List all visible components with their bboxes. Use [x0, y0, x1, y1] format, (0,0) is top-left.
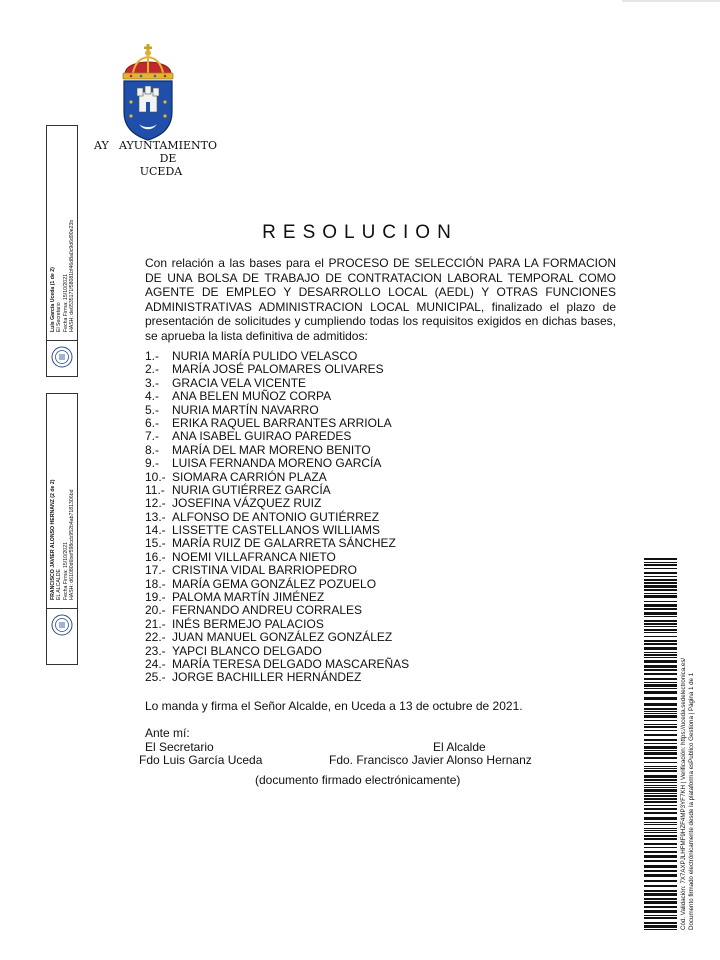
- signature-stamp-alcalde: [46, 393, 78, 665]
- barcode-bar: [644, 843, 677, 845]
- barcode-bar: [644, 608, 677, 610]
- barcode-bar: [644, 703, 677, 706]
- barcode-bar: [644, 713, 677, 714]
- admitted-number: 18.-: [145, 576, 166, 591]
- stamp-text-block: [49, 394, 75, 604]
- barcode-bar: [644, 925, 677, 928]
- barcode-bar: [644, 652, 677, 653]
- barcode-bar: [644, 564, 677, 566]
- barcode-bar: [644, 787, 677, 788]
- stamp-role: El Secretario: [56, 302, 63, 332]
- stamp-role: EL ALCALDE: [56, 569, 63, 600]
- barcode-bar: [644, 851, 677, 853]
- barcode-bar: [644, 708, 677, 710]
- admitted-name: NURIA GUTIÉRREZ GARCÍA: [172, 482, 331, 497]
- stamp-signer: Luis García Uceda (1 de 2): [50, 267, 56, 332]
- barcode-bar: [644, 750, 677, 751]
- barcode-bar: [644, 890, 677, 892]
- admitted-number: 13.-: [145, 509, 166, 524]
- admitted-list-item: [145, 537, 409, 550]
- admitted-name: JOSEFINA VÁZQUEZ RUIZ: [172, 496, 322, 511]
- barcode-bar: [644, 711, 677, 712]
- barcode-bar: [644, 929, 677, 930]
- admitted-name: PALOMA MARTÍN JIMÉNEZ: [172, 590, 325, 605]
- admitted-list-item: [145, 564, 409, 577]
- barcode-bar: [644, 830, 677, 831]
- header-line: DE: [159, 152, 177, 165]
- barcode-bar: [644, 880, 677, 882]
- barcode-bar: [644, 782, 677, 783]
- barcode-bar: [644, 612, 677, 615]
- admitted-list-item: [145, 511, 409, 524]
- stamp-hash: HASH: de6535171f58081bf46d8a0c9d6d90e23b: [69, 219, 76, 332]
- barcode-bar: [644, 724, 677, 725]
- barcode-bar: [644, 739, 677, 741]
- admitted-number: 16.-: [145, 549, 166, 564]
- barcode-bar: [644, 647, 677, 650]
- seal-icon: [51, 346, 73, 368]
- barcode-bar: [644, 654, 677, 656]
- barcode-bar: [644, 626, 677, 627]
- barcode-bar: [644, 636, 677, 637]
- secretario-name: Fdo Luis García Uceda: [139, 753, 263, 767]
- admitted-name: YAPCI BLANCO DELGADO: [172, 643, 322, 658]
- admitted-list-item: [145, 430, 409, 443]
- barcode-bar: [644, 623, 677, 625]
- admitted-name: ANA ISABEL GUIRAO PAREDES: [172, 429, 352, 444]
- admitted-list-item: [145, 645, 409, 658]
- admitted-list-item: [145, 671, 409, 684]
- admitted-name: NURIA MARÍA PULIDO VELASCO: [172, 349, 358, 363]
- barcode-bar: [644, 775, 677, 778]
- barcode-bar: [644, 640, 677, 642]
- admitted-list: [145, 350, 409, 685]
- barcode-bar: [644, 808, 677, 810]
- header-line: UCEDA: [139, 165, 183, 178]
- admitted-list-item: [145, 497, 409, 510]
- verification-text: [680, 658, 696, 930]
- admitted-name: LISSETTE CASTELLANOS WILLIAMS: [172, 523, 381, 538]
- barcode-bar: [644, 684, 677, 687]
- barcode-bar: [644, 585, 677, 588]
- barcode-bar: [644, 915, 677, 916]
- admitted-list-item: [145, 404, 409, 417]
- barcode-bar: [644, 822, 677, 823]
- barcode-bar: [644, 595, 677, 598]
- page-edge-strip: [622, 0, 720, 2]
- barcode-bar: [644, 824, 677, 825]
- barcode-bar: [644, 793, 677, 794]
- admitted-number: 3.-: [145, 375, 160, 390]
- stamp-signer: FRANCISCO JAVIER ALONSO HERNANZ (2 de 2): [50, 479, 56, 600]
- barcode-bar: [644, 860, 677, 862]
- barcode-bar: [644, 688, 677, 689]
- barcode-bar: [644, 828, 677, 829]
- admitted-number: 2.-: [145, 362, 160, 377]
- admitted-list-item: [145, 551, 409, 564]
- barcode-bar: [644, 730, 677, 731]
- header-ay-text: AY: [94, 139, 109, 152]
- header-ayuntamiento: [112, 139, 224, 178]
- barcode-bar: [644, 917, 677, 919]
- admitted-name: ALFONSO DE ANTONIO GUTIÉRREZ: [172, 509, 380, 524]
- barcode-bar: [644, 660, 677, 663]
- barcode-bar: [644, 922, 677, 924]
- barcode-bar: [644, 726, 677, 728]
- barcode-bar: [644, 768, 677, 769]
- alcalde-title: El Alcalde: [433, 740, 486, 754]
- barcode-bar: [644, 665, 677, 668]
- barcode-bar: [644, 838, 677, 840]
- electronic-note: (documento firmado electrónicamente): [255, 773, 461, 787]
- barcode-bar: [644, 766, 677, 767]
- verification-line: Documento firmado electrónicamente desde la plataforma esPublico Gestiona | Página 1 de 1: [688, 672, 695, 930]
- barcode-bar: [644, 779, 677, 781]
- admitted-list-item: [145, 457, 409, 470]
- stamp-date: Fecha Firma: 15/10/2021: [62, 542, 69, 600]
- barcode-bar: [644, 835, 677, 837]
- barcode-bar: [644, 673, 677, 675]
- barcode-bar: [644, 691, 677, 694]
- barcode-bar: [644, 746, 677, 749]
- barcode-bar: [644, 795, 677, 797]
- seal-icon: [51, 614, 73, 636]
- admitted-number: 19.-: [145, 590, 166, 605]
- admitted-name: MARÍA JOSÉ PALOMARES OLIVARES: [172, 362, 384, 377]
- barcode-bar: [644, 579, 677, 581]
- admitted-number: 10.-: [145, 469, 166, 484]
- barcode-bar: [644, 558, 677, 560]
- barcode-bar: [644, 734, 677, 736]
- barcode-bar: [644, 752, 677, 755]
- admitted-name: ERIKA RAQUEL BARRANTES ARRIOLA: [172, 415, 392, 430]
- intro-paragraph: Con relación a las bases para el PROCESO DE SELECCIÓN PARA LA FORMACION DE UNA BOLSA DE TRABAJO DE CONTRATACION LABORAL TEMPORAL COMO AGENTE DE EMPLEO Y DESARROLLO LOCAL (AEDL) Y OTRAS FUNCIONES ADMINISTRATIVAS ADMINISTRACION LOCAL MUNICIPAL, finalizado el plazo de presentación de solicitudes y cumpliendo todas los requisitos exigidos en dichas bases, se aprueba la lista definitiva de admitidos:: [145, 256, 616, 343]
- stamp-divider: [47, 340, 77, 341]
- barcode-bar: [644, 801, 677, 803]
- admitted-number: 11.-: [145, 482, 165, 497]
- stamp-hash: HASH: d61080d6bef598ccb952b4ab7181306bd: [69, 489, 76, 600]
- admitted-number: 23.-: [145, 643, 166, 658]
- admitted-name: FERNANDO ANDREU CORRALES: [172, 603, 363, 618]
- barcode-bar: [644, 770, 677, 772]
- admitted-number: 6.-: [145, 415, 160, 430]
- barcode-bar: [644, 576, 677, 577]
- barcode-bar: [644, 572, 677, 574]
- barcode-bar: [644, 669, 677, 671]
- barcode-bar: [644, 789, 677, 792]
- barcode-bar: [644, 678, 677, 680]
- barcode-bar: [644, 720, 677, 721]
- admitted-list-item: [145, 390, 409, 403]
- admitted-number: 25.-: [145, 670, 166, 685]
- closing-paragraph: Lo manda y firma el Señor Alcalde, en Uceda a 13 de octubre de 2021.: [145, 699, 523, 713]
- admitted-number: 8.-: [145, 442, 160, 457]
- admitted-name: CRISTINA VIDAL BARRIOPEDRO: [172, 563, 357, 578]
- barcode-bar: [644, 568, 677, 569]
- barcode-bar: [644, 906, 677, 908]
- barcode-bar: [644, 632, 677, 633]
- coat-of-arms-icon: [119, 44, 177, 144]
- admitted-name: MARÍA GEMA GONZÁLEZ POZUELO: [172, 576, 377, 591]
- verification-block: [680, 560, 702, 932]
- admitted-name: NURIA MARTÍN NAVARRO: [172, 402, 319, 417]
- admitted-list-item: [145, 417, 409, 430]
- admitted-list-item: [145, 591, 409, 604]
- barcode-bar: [644, 762, 677, 763]
- stamp-date: Fecha Firma: 15/10/2021: [62, 274, 69, 332]
- barcode-bar: [644, 798, 677, 800]
- admitted-list-item: [145, 604, 409, 617]
- barcode-bar: [644, 682, 677, 683]
- admitted-number: 21.-: [145, 616, 166, 631]
- barcode-icon: [644, 558, 677, 930]
- barcode-bar: [644, 657, 677, 658]
- barcode-bar: [644, 757, 677, 759]
- barcode-bar: [644, 855, 677, 858]
- admitted-number: 5.-: [145, 402, 160, 417]
- verification-line: Cód. Validación: 7X7AXPJLHFMF9HZF4MP3YF7KH | Verificación: https://uceda.sedelectronica.es/: [680, 657, 687, 930]
- barcode-bar: [644, 898, 677, 900]
- barcode-bar: [644, 715, 677, 718]
- admitted-number: 24.-: [145, 656, 166, 671]
- barcode-bar: [644, 901, 677, 904]
- admitted-name: MARÍA DEL MAR MORENO BENITO: [172, 442, 371, 457]
- secretario-title: El Secretario: [145, 740, 214, 754]
- admitted-number: 20.-: [145, 603, 166, 618]
- barcode-bar: [644, 601, 677, 602]
- barcode-bar: [644, 582, 677, 584]
- stamp-text: [50, 480, 76, 600]
- admitted-name: NOEMI VILLAFRANCA NIETO: [172, 549, 336, 564]
- barcode-bar: [644, 874, 677, 877]
- admitted-number: 7.-: [145, 429, 160, 444]
- admitted-name: INÉS BERMEJO PALACIOS: [172, 616, 324, 631]
- barcode-bar: [644, 604, 677, 607]
- admitted-name: LUISA FERNANDA MORENO GARCÍA: [172, 456, 382, 471]
- alcalde-name: Fdo. Francisco Javier Alonso Hernanz: [329, 753, 532, 767]
- barcode-bar: [644, 817, 677, 820]
- admitted-name: MARÍA TERESA DELGADO MASCAREÑAS: [172, 656, 410, 671]
- document-title: RESOLUCION: [262, 222, 458, 243]
- admitted-number: 15.-: [145, 536, 166, 551]
- admitted-name: ANA BELEN MUÑOZ CORPA: [172, 389, 332, 404]
- admitted-list-item: [145, 363, 409, 376]
- barcode-bar: [644, 893, 677, 896]
- barcode-bar: [644, 805, 677, 806]
- barcode-bar: [644, 643, 677, 645]
- barcode-bar: [644, 589, 677, 591]
- barcode-bar: [644, 562, 677, 563]
- barcode-bar: [644, 812, 677, 814]
- barcode-bar: [644, 697, 677, 700]
- header-line: AYUNTAMIENTO: [119, 139, 217, 152]
- admitted-name: GRACIA VELA VICENTE: [172, 375, 307, 390]
- barcode-bar: [644, 910, 677, 913]
- admitted-number: 17.-: [145, 563, 166, 578]
- admitted-list-item: [145, 471, 409, 484]
- barcode-bar: [644, 865, 677, 868]
- barcode-bar: [644, 832, 677, 833]
- barcode-bar: [644, 616, 677, 617]
- ante-mi-label: Ante mí:: [145, 726, 190, 740]
- admitted-number: 4.-: [145, 389, 160, 404]
- barcode-bar: [644, 870, 677, 872]
- barcode-bar: [644, 629, 677, 631]
- barcode-bar: [644, 743, 677, 744]
- barcode-bar: [644, 593, 677, 594]
- admitted-list-item: [145, 377, 409, 390]
- admitted-list-item: [145, 631, 409, 644]
- admitted-number: 9.-: [145, 456, 160, 471]
- admitted-number: 12.-: [145, 496, 166, 511]
- admitted-number: 1.-: [145, 349, 160, 363]
- admitted-name: JORGE BACHILLER HERNÁNDEZ: [172, 670, 362, 685]
- barcode-bar: [644, 847, 677, 848]
- stamp-divider: [47, 608, 77, 609]
- admitted-number: 22.-: [145, 630, 166, 645]
- admitted-name: JUAN MANUEL GONZÁLEZ GONZÁLEZ: [172, 630, 393, 645]
- signature-stamp-secretario: [46, 125, 78, 377]
- admitted-name: MARÍA RUIZ DE GALARRETA SÁNCHEZ: [172, 536, 396, 551]
- barcode-bar: [644, 620, 677, 622]
- barcode-bar: [644, 785, 677, 786]
- admitted-name: SIOMARA CARRIÓN PLAZA: [172, 469, 327, 484]
- admitted-number: 14.-: [145, 523, 166, 538]
- barcode-bar: [644, 885, 677, 887]
